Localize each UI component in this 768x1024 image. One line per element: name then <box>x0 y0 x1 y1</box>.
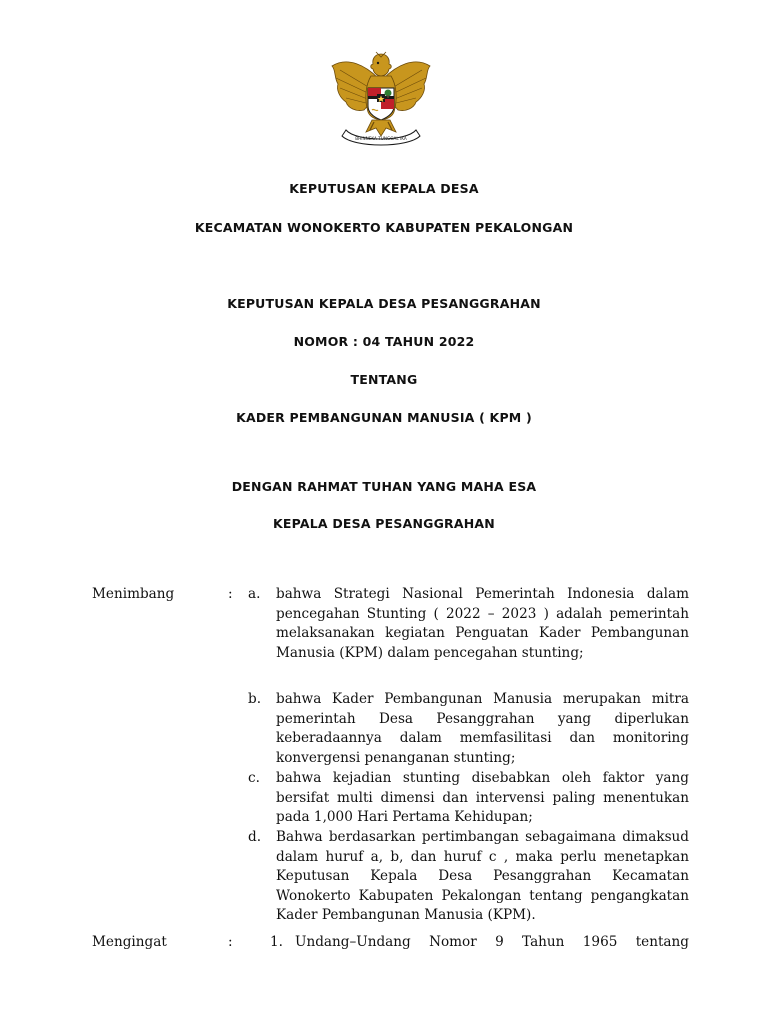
menimbang-item-d-marker: d. <box>248 829 262 845</box>
heading-decree-title: KEPUTUSAN KEPALA DESA <box>289 181 479 196</box>
mengingat-item-1-text: Undang–Undang Nomor 9 Tahun 1965 tentang <box>295 934 689 950</box>
mengingat-item-1-marker: 1. <box>270 934 283 950</box>
menimbang-item-a-marker: a. <box>248 586 261 602</box>
heading-grace: DENGAN RAHMAT TUHAN YANG MAHA ESA <box>231 479 537 494</box>
heading-decree-village: KEPUTUSAN KEPALA DESA PESANGGRAHAN <box>227 296 541 311</box>
menimbang-item-b-marker: b. <box>248 691 262 707</box>
emblem-motto: BHINNEKA TUNGGAL IKA <box>355 136 407 141</box>
emblem-svg <box>326 48 436 148</box>
menimbang-item-d-text: Bahwa berdasarkan pertimbangan sebagaimana dimaksud dalam huruf a, b, dan huruf c , maka perlu menetapkan Keputusan Kepala Desa Pesanggrahan Kecamatan Wonokerto Kabupaten Pekalongan tentang pengangkatan Kader Pembangunan Manusia (KPM). <box>276 829 689 923</box>
heading-district: KECAMATAN WONOKERTO KABUPATEN PEKALONGAN <box>194 220 574 235</box>
heading-about: TENTANG <box>350 372 418 387</box>
garuda-pancasila-emblem <box>326 48 436 148</box>
menimbang-item-b-text: bahwa Kader Pembangunan Manusia merupakan mitra pemerintah Desa Pesanggrahan yang diperlukan keberadaannya dalam memfasilitasi dan monitoring konvergensi penanganan stunting; <box>276 691 689 766</box>
heading-subject: KADER PEMBANGUNAN MANUSIA ( KPM ) <box>236 410 532 425</box>
menimbang-item-a-text: bahwa Strategi Nasional Pemerintah Indonesia dalam pencegahan Stunting ( 2022 – 2023 ) adalah pemerintah melaksanakan kegiatan Penguatan Kader Pembangunan Manusia (KPM) dalam pencegahan stunting; <box>276 586 689 661</box>
menimbang-item-c-marker: c. <box>248 770 260 786</box>
mengingat-colon: : <box>228 934 233 950</box>
heading-decree-number: NOMOR : 04 TAHUN 2022 <box>293 334 475 349</box>
menimbang-item-c-text: bahwa kejadian stunting disebabkan oleh faktor yang bersifat multi dimensi dan intervensi paling menentukan pada 1,000 Hari Pertama Kehidupan; <box>276 770 689 825</box>
heading-official: KEPALA DESA PESANGGRAHAN <box>273 516 495 531</box>
menimbang-label: Menimbang <box>92 586 175 602</box>
mengingat-label: Mengingat <box>92 934 167 950</box>
menimbang-colon: : <box>228 586 233 602</box>
